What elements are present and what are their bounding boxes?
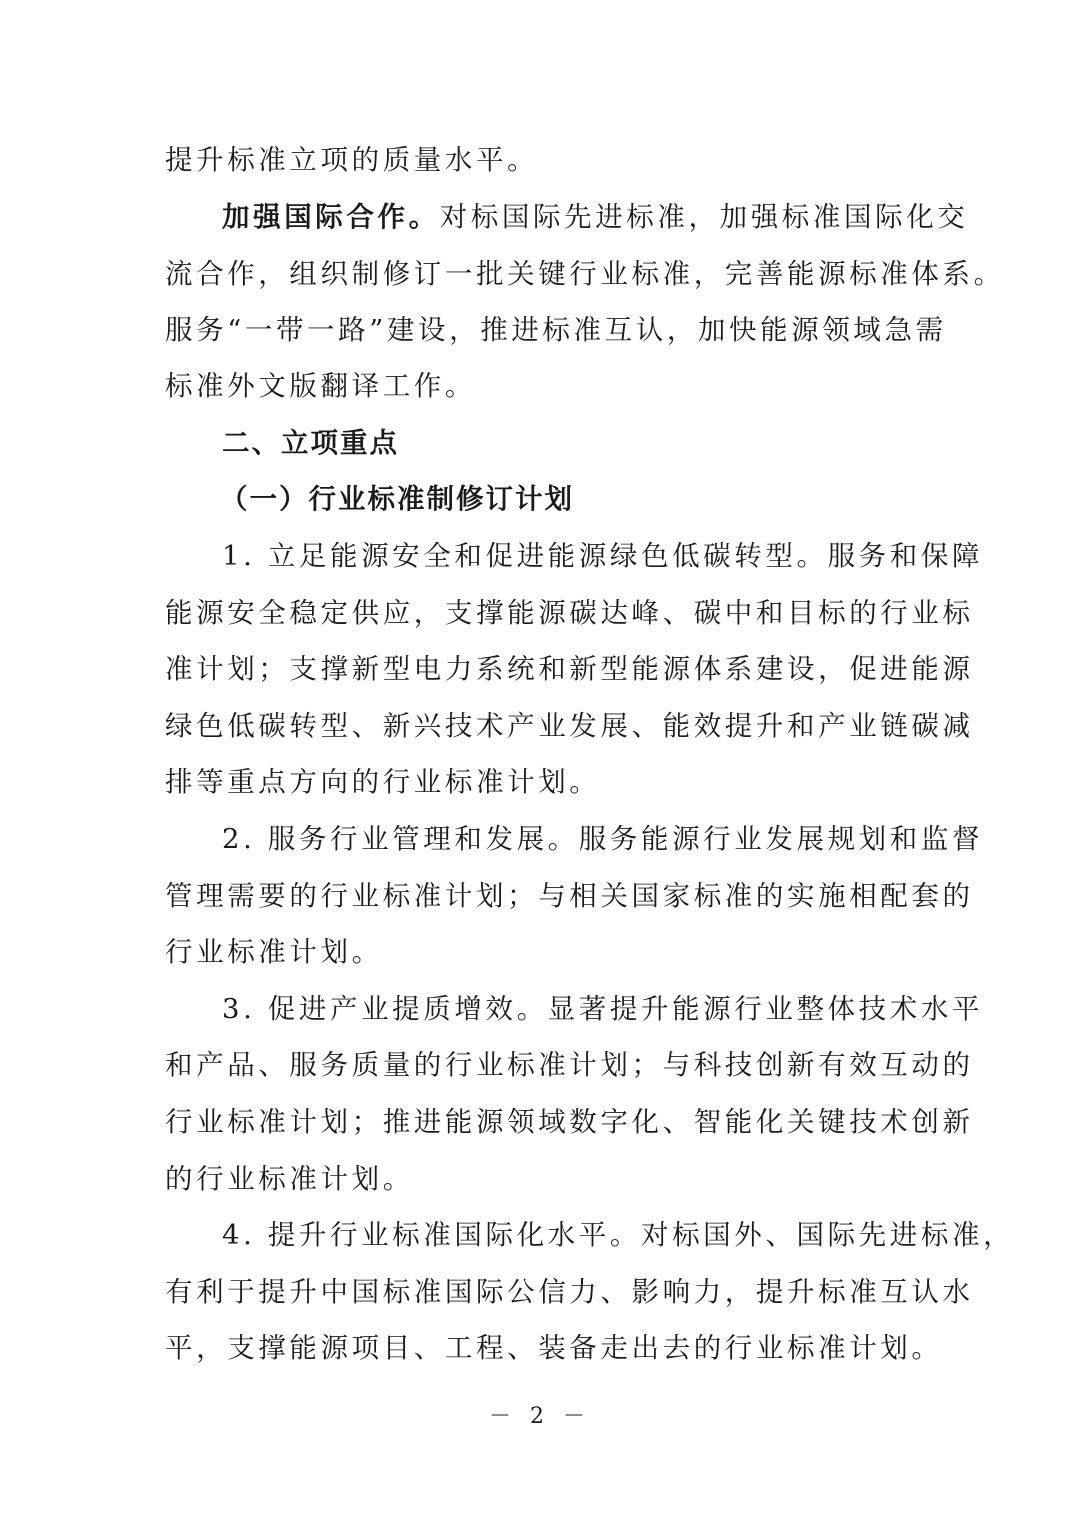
paragraph-line: 的行业标准计划。 bbox=[165, 1163, 414, 1195]
paragraph-line: 平，支撑能源项目、工程、装备走出去的行业标准计划。 bbox=[165, 1332, 943, 1364]
subsection-heading: （一）行业标准制修订计划 bbox=[220, 483, 574, 515]
paragraph-line: 准计划；支撑新型电力系统和新型能源体系建设，促进能源 bbox=[165, 653, 974, 685]
paragraph-line: 排等重点方向的行业标准计划。 bbox=[165, 766, 601, 798]
paragraph-line bbox=[222, 197, 969, 237]
page-number: － 2 － bbox=[489, 1404, 591, 1429]
paragraph-line: 和产品、服务质量的行业标准计划；与科技创新有效互动的 bbox=[165, 1049, 974, 1081]
paragraph-line: 行业标准计划；推进能源领域数字化、智能化关键技术创新 bbox=[165, 1106, 974, 1138]
paragraph-line: 有利于提升中国标准国际公信力、影响力，提升标准互认水 bbox=[165, 1276, 974, 1308]
paragraph-line: 2. 服务行业管理和发展。服务能源行业发展规划和监督 bbox=[222, 823, 984, 855]
section-heading: 二、立项重点 bbox=[222, 427, 399, 459]
paragraph-line: 1. 立足能源安全和促进能源绿色低碳转型。服务和保障 bbox=[222, 540, 984, 572]
paragraph-line: 管理需要的行业标准计划；与相关国家标准的实施相配套的 bbox=[165, 880, 974, 912]
paragraph-line: 标准外文版翻译工作。 bbox=[165, 370, 476, 402]
paragraph-line: 行业标准计划。 bbox=[165, 936, 383, 968]
lead-bold-phrase: 加强国际合作。 bbox=[222, 201, 440, 233]
paragraph-text: 对标国际先进标准，加强标准国际化交 bbox=[439, 201, 969, 233]
paragraph-line: 提升标准立项的质量水平。 bbox=[165, 144, 539, 176]
paragraph-line: 4. 提升行业标准国际化水平。对标国外、国际先进标准， bbox=[222, 1219, 1015, 1251]
paragraph-line: 服务“一带一路”建设，推进标准互认，加快能源领域急需 bbox=[165, 314, 947, 346]
paragraph-line: 绿色低碳转型、新兴技术产业发展、能效提升和产业链碳减 bbox=[165, 710, 974, 742]
paragraph-line: 流合作，组织制修订一批关键行业标准，完善能源标准体系。 bbox=[165, 258, 1005, 290]
paragraph-line: 3. 促进产业提质增效。显著提升能源行业整体技术水平 bbox=[222, 993, 984, 1025]
paragraph-line: 能源安全稳定供应，支撑能源碳达峰、碳中和目标的行业标 bbox=[165, 597, 974, 629]
